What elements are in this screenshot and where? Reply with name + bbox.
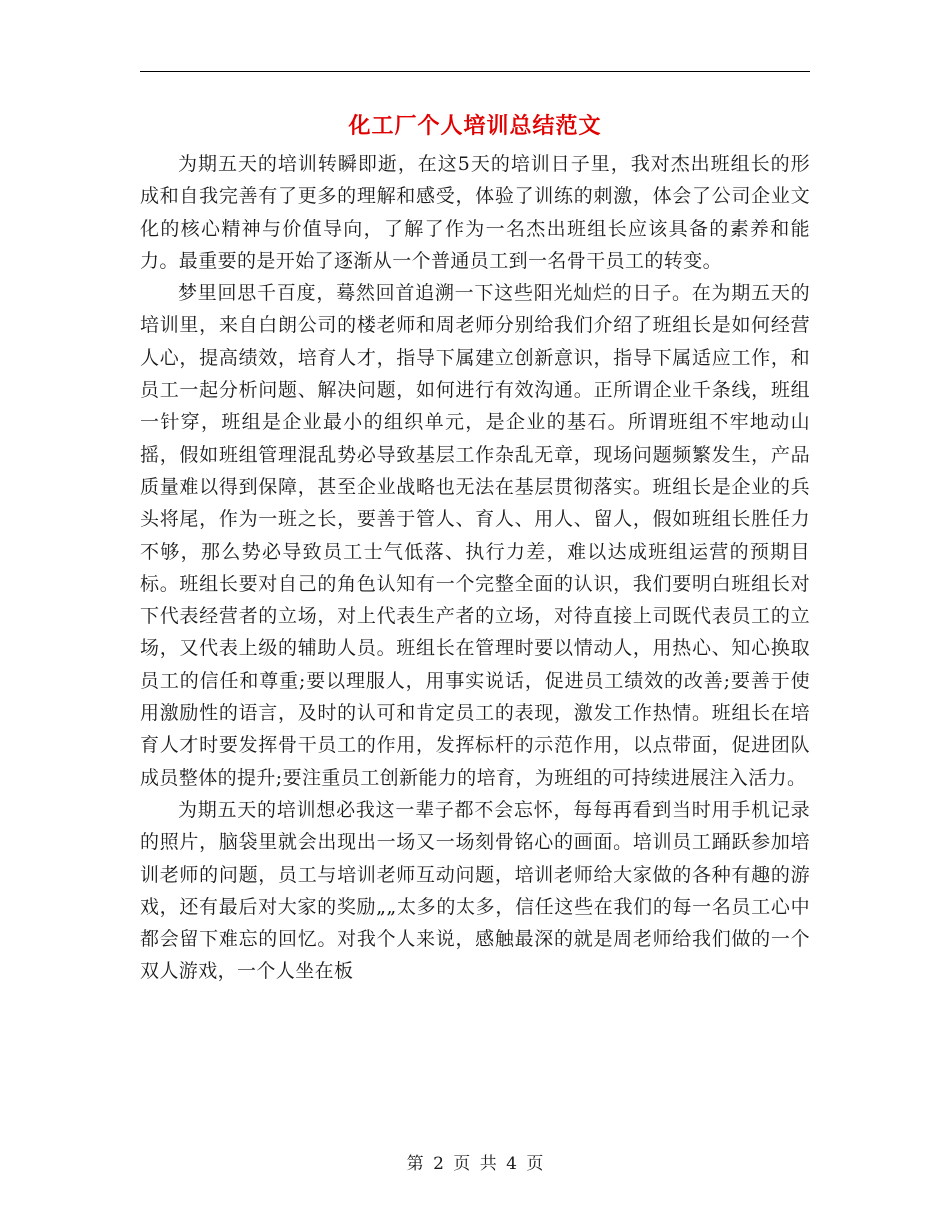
page-number-footer: 第 2 页 共 4 页 [406, 1154, 544, 1174]
document-body [140, 148, 810, 988]
paragraph-1: 为期五天的培训转瞬即逝，在这5天的培训日子里，我对杰出班组长的形成和自我完善有了更多的理解和感受，体验了训练的刺激，体会了公司企业文化的核心精神与价值导向，了解了作为一名杰出班组长应该具备的素养和能力。最重要的是开始了逐渐从一个普通员工到一名骨干员工的转变。 [140, 153, 810, 272]
paragraph-2: 梦里回思千百度，蓦然回首追溯一下这些阳光灿烂的日子。在为期五天的培训里，来自白朗公司的楼老师和周老师分别给我们介绍了班组长是如何经营人心，提高绩效，培育人才，指导下属建立创新意识，指导下属适应工作，和员工一起分析问题、解决问题，如何进行有效沟通。正所谓企业千条线，班组一针穿，班组是企业最小的组织单元，是企业的基石。所谓班组不牢地动山摇，假如班组管理混乱势必导致基层工作杂乱无章，现场问题频繁发生，产品质量难以得到保障，甚至企业战略也无法在基层贯彻落实。班组长是企业的兵头将尾，作为一班之长，要善于管人、育人、用人、留人，假如班组长胜任力不够，那么势必导致员工士气低落、执行力差，难以达成班组运营的预期目标。班组长要对自己的角色认知有一个完整全面的认识，我们要明白班组长对下代表经营者的立场，对上代表生产者的立场，对待直接上司既代表员工的立场，又代表上级的辅助人员。班组长在管理时要以情动人，用热心、知心换取员工的信任和尊重;要以理服人，用事实说话，促进员工绩效的改善;要善于使用激励性的语言，及时的认可和肯定员工的表现，激发工作热情。班组长在培育人才时要发挥骨干员工的作用，发挥标杆的示范作用，以点带面，促进团队成员整体的提升;要注重员工创新能力的培育，为班组的可持续进展注入活力。 [140, 282, 810, 789]
document-title: 化工厂个人培训总结范文 [348, 113, 602, 139]
paragraph-3: 为期五天的培训想必我这一辈子都不会忘怀，每每再看到当时用手机记录的照片，脑袋里就会出现出一场又一场刻骨铭心的画面。培训员工踊跃参加培训老师的问题，员工与培训老师互动问题，培训老师给大家做的各种有趣的游戏，还有最后对大家的奖励„„太多的太多，信任这些在我们的每一名员工心中都会留下难忘的回忆。对我个人来说，感触最深的就是周老师给我们做的一个双人游戏，一个人坐在板 [140, 798, 810, 983]
header-rule [140, 71, 810, 72]
